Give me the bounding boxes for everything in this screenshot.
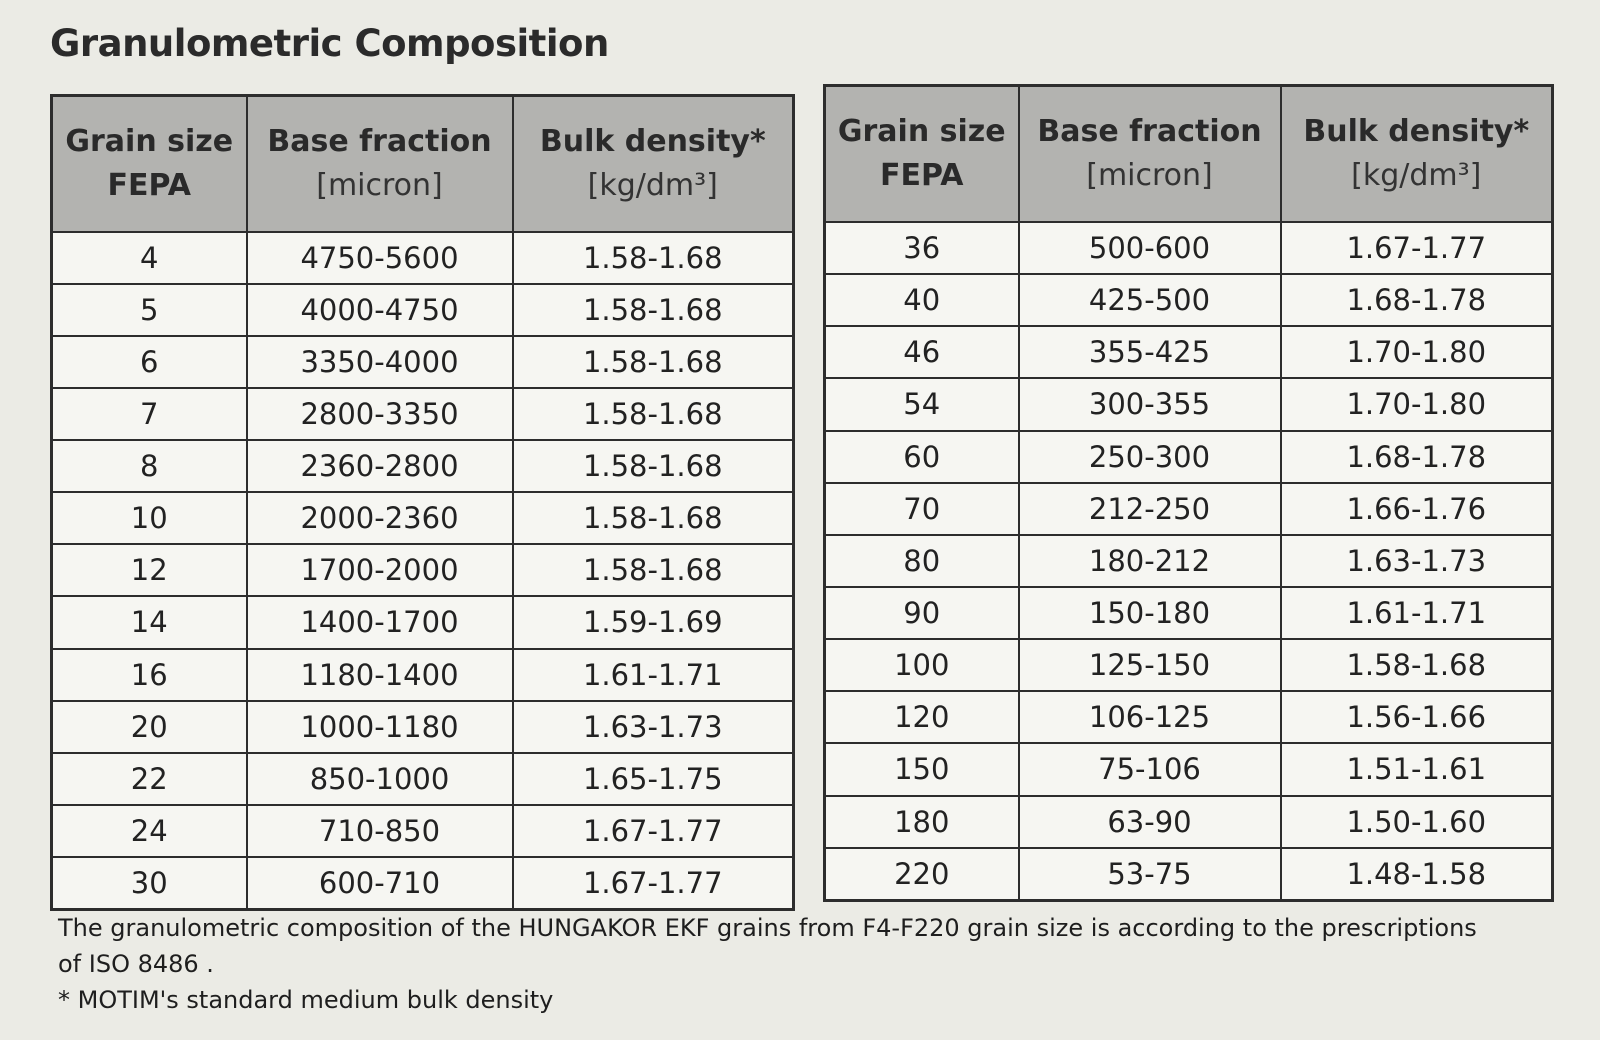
bulk-density-cell: 1.50-1.60 (1281, 796, 1553, 848)
grain-size-cell: 5 (52, 284, 247, 336)
grain-size-cell: 100 (825, 639, 1019, 691)
bulk-density-cell: 1.65-1.75 (513, 753, 794, 805)
grain-size-cell: 220 (825, 848, 1019, 901)
bulk-density-cell: 1.58-1.68 (513, 388, 794, 440)
bulk-density-cell: 1.58-1.68 (513, 336, 794, 388)
base-fraction-cell: 425-500 (1019, 274, 1281, 326)
table-row (825, 848, 1553, 901)
composition-note-line2: of ISO 8486 . (58, 950, 214, 978)
base-fraction-cell: 212-250 (1019, 483, 1281, 535)
header-base-fraction-unit: [micron] (316, 168, 443, 203)
bulk-density-cell: 1.70-1.80 (1281, 326, 1553, 378)
bulk-density-cell: 1.68-1.78 (1281, 431, 1553, 483)
bulk-density-cell: 1.67-1.77 (1281, 222, 1553, 274)
grain-size-cell: 20 (52, 701, 247, 753)
table-row (52, 805, 794, 857)
bulk-density-cell: 1.58-1.68 (513, 232, 794, 284)
notes (58, 910, 1558, 1018)
header-bulk-density (1281, 86, 1553, 223)
table-row (825, 378, 1553, 430)
bulk-density-cell: 1.63-1.73 (1281, 535, 1553, 587)
table-row (52, 336, 794, 388)
bulk-density-cell: 1.48-1.58 (1281, 848, 1553, 901)
bulk-density-cell: 1.70-1.80 (1281, 378, 1553, 430)
header-bulk-density-label: Bulk density* (1303, 114, 1530, 149)
composition-note-line1: The granulometric composition of the HUNGAKOR EKF grains from F4-F220 grain size is according to the prescriptions (58, 914, 1477, 942)
table-row (825, 326, 1553, 378)
bulk-density-cell: 1.61-1.71 (513, 649, 794, 701)
table-row (52, 284, 794, 336)
table-row (825, 274, 1553, 326)
bulk-density-cell: 1.67-1.77 (513, 805, 794, 857)
header-bulk-density-unit: [kg/dm³] (587, 168, 718, 203)
header-grain-size-label: Grain size (65, 124, 234, 159)
grain-size-cell: 36 (825, 222, 1019, 274)
bulk-density-cell: 1.59-1.69 (513, 596, 794, 648)
base-fraction-cell: 53-75 (1019, 848, 1281, 901)
header-base-fraction-label: Base fraction (1037, 114, 1262, 149)
page-title: Granulometric Composition (50, 22, 609, 65)
base-fraction-cell: 4000-4750 (247, 284, 513, 336)
grain-size-cell: 22 (52, 753, 247, 805)
bulk-density-cell: 1.58-1.68 (513, 440, 794, 492)
table-row (825, 431, 1553, 483)
bulk-density-cell: 1.67-1.77 (513, 857, 794, 910)
base-fraction-cell: 106-125 (1019, 691, 1281, 743)
header-grain-size-unit: FEPA (107, 168, 191, 203)
table-row (52, 544, 794, 596)
base-fraction-cell: 180-212 (1019, 535, 1281, 587)
table-row (825, 587, 1553, 639)
base-fraction-cell: 300-355 (1019, 378, 1281, 430)
bulk-density-cell: 1.66-1.76 (1281, 483, 1553, 535)
table-header-row (825, 86, 1553, 223)
grain-size-cell: 180 (825, 796, 1019, 848)
bulk-density-footnote: * MOTIM's standard medium bulk density (58, 986, 554, 1014)
table-row (825, 796, 1553, 848)
table-row (52, 232, 794, 284)
base-fraction-cell: 3350-4000 (247, 336, 513, 388)
header-grain-size (825, 86, 1019, 223)
grain-size-cell: 24 (52, 805, 247, 857)
grain-size-cell: 12 (52, 544, 247, 596)
grain-size-cell: 120 (825, 691, 1019, 743)
grain-size-cell: 4 (52, 232, 247, 284)
table-row (52, 388, 794, 440)
grain-size-cell: 8 (52, 440, 247, 492)
table-row (52, 701, 794, 753)
base-fraction-cell: 2800-3350 (247, 388, 513, 440)
grain-size-cell: 6 (52, 336, 247, 388)
table-row (52, 596, 794, 648)
grain-size-cell: 60 (825, 431, 1019, 483)
composition-note (58, 910, 1558, 982)
bulk-density-cell: 1.56-1.66 (1281, 691, 1553, 743)
table-row (825, 483, 1553, 535)
grain-size-cell: 80 (825, 535, 1019, 587)
grain-table-right (823, 84, 1554, 902)
bulk-density-cell: 1.58-1.68 (1281, 639, 1553, 691)
grain-size-cell: 40 (825, 274, 1019, 326)
bulk-density-cell: 1.63-1.73 (513, 701, 794, 753)
header-bulk-density (513, 96, 794, 233)
table-row (52, 440, 794, 492)
base-fraction-cell: 1400-1700 (247, 596, 513, 648)
table-row (825, 691, 1553, 743)
table-header-row (52, 96, 794, 233)
header-grain-size-label: Grain size (837, 114, 1006, 149)
header-grain-size (52, 96, 247, 233)
table-row (825, 535, 1553, 587)
grain-size-cell: 150 (825, 743, 1019, 795)
table-row (52, 649, 794, 701)
grain-size-cell: 30 (52, 857, 247, 910)
table-row (52, 492, 794, 544)
grain-size-cell: 10 (52, 492, 247, 544)
base-fraction-cell: 2360-2800 (247, 440, 513, 492)
grain-size-cell: 14 (52, 596, 247, 648)
base-fraction-cell: 500-600 (1019, 222, 1281, 274)
header-bulk-density-unit: [kg/dm³] (1351, 158, 1482, 193)
base-fraction-cell: 250-300 (1019, 431, 1281, 483)
table-row (52, 857, 794, 910)
base-fraction-cell: 710-850 (247, 805, 513, 857)
table-row (825, 222, 1553, 274)
table-row (52, 753, 794, 805)
table-row (825, 743, 1553, 795)
grain-size-cell: 70 (825, 483, 1019, 535)
base-fraction-cell: 355-425 (1019, 326, 1281, 378)
grain-size-cell: 46 (825, 326, 1019, 378)
header-base-fraction-unit: [micron] (1086, 158, 1213, 193)
bulk-density-cell: 1.58-1.68 (513, 544, 794, 596)
grain-table-left (50, 94, 795, 911)
base-fraction-cell: 1180-1400 (247, 649, 513, 701)
base-fraction-cell: 850-1000 (247, 753, 513, 805)
bulk-density-cell: 1.51-1.61 (1281, 743, 1553, 795)
header-grain-size-unit: FEPA (880, 158, 964, 193)
header-base-fraction (247, 96, 513, 233)
grain-size-cell: 16 (52, 649, 247, 701)
base-fraction-cell: 1700-2000 (247, 544, 513, 596)
grain-size-cell: 90 (825, 587, 1019, 639)
bulk-density-cell: 1.58-1.68 (513, 284, 794, 336)
base-fraction-cell: 4750-5600 (247, 232, 513, 284)
grain-size-cell: 7 (52, 388, 247, 440)
base-fraction-cell: 600-710 (247, 857, 513, 910)
grain-size-cell: 54 (825, 378, 1019, 430)
base-fraction-cell: 75-106 (1019, 743, 1281, 795)
header-base-fraction (1019, 86, 1281, 223)
base-fraction-cell: 2000-2360 (247, 492, 513, 544)
header-base-fraction-label: Base fraction (267, 124, 492, 159)
base-fraction-cell: 63-90 (1019, 796, 1281, 848)
bulk-density-cell: 1.61-1.71 (1281, 587, 1553, 639)
base-fraction-cell: 150-180 (1019, 587, 1281, 639)
base-fraction-cell: 1000-1180 (247, 701, 513, 753)
base-fraction-cell: 125-150 (1019, 639, 1281, 691)
table-row (825, 639, 1553, 691)
bulk-density-cell: 1.68-1.78 (1281, 274, 1553, 326)
bulk-density-cell: 1.58-1.68 (513, 492, 794, 544)
header-bulk-density-label: Bulk density* (539, 124, 766, 159)
